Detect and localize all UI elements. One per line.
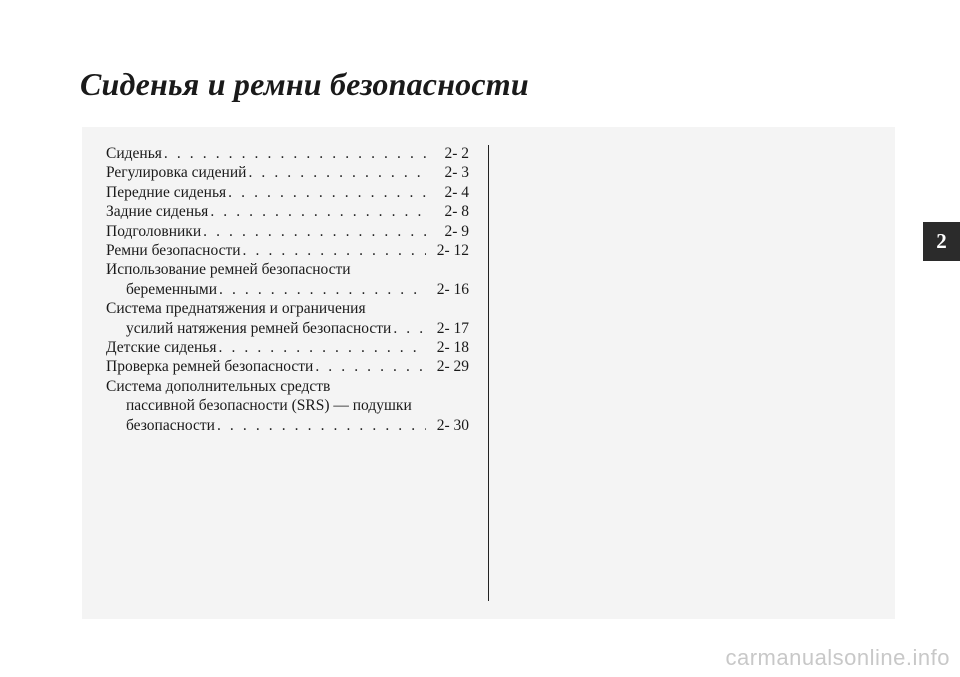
- toc-entry[interactable]: [106, 183, 469, 202]
- toc-entry[interactable]: [106, 416, 469, 435]
- toc-entry[interactable]: [106, 280, 469, 299]
- toc-entry-page: 2- 2: [444, 145, 469, 162]
- toc-entry-continuation: безопасности: [126, 416, 215, 434]
- dot-leader: [315, 357, 426, 376]
- toc-entry-label: Подголовники: [106, 222, 202, 240]
- table-of-contents: [106, 144, 469, 435]
- dot-leader: [243, 241, 426, 260]
- dot-leader: [210, 202, 426, 221]
- dot-leader: [217, 416, 426, 435]
- toc-entry-label: Система преднатяжения и ограничения: [106, 300, 366, 318]
- toc-entry[interactable]: [106, 222, 469, 241]
- toc-entry-heading[interactable]: [106, 377, 469, 396]
- toc-entry-page: 2- 30: [436, 416, 469, 434]
- toc-entry-label: Регулировка сидений: [106, 164, 247, 182]
- toc-entry[interactable]: [106, 202, 469, 221]
- toc-entry[interactable]: [106, 163, 469, 182]
- toc-entry-page: 2- 4: [444, 183, 469, 201]
- toc-entry-label: Задние сиденья: [106, 203, 209, 221]
- watermark: carmanualsonline.info: [725, 645, 950, 670]
- toc-entry-page: 2- 16: [436, 280, 469, 298]
- page-title: Сиденья и ремни безопасности: [80, 66, 529, 102]
- toc-entry[interactable]: [106, 338, 469, 357]
- toc-entry-continuation-line[interactable]: [106, 396, 469, 415]
- toc-entry-label: Сиденья: [106, 145, 162, 162]
- column-divider: [488, 145, 489, 601]
- toc-entry-page: 2- 29: [436, 358, 469, 376]
- toc-entry-heading[interactable]: [106, 260, 469, 279]
- toc-entry-label: Ремни безопасности: [106, 242, 241, 260]
- dot-leader: [393, 319, 426, 338]
- toc-entry[interactable]: [106, 319, 469, 338]
- toc-entry-label: Система дополнительных средств: [106, 377, 331, 395]
- toc-entry-page: 2- 17: [436, 319, 469, 337]
- toc-entry[interactable]: [106, 357, 469, 376]
- toc-entry-label: Проверка ремней безопасности: [106, 358, 314, 376]
- toc-entry-heading[interactable]: [106, 299, 469, 318]
- dot-leader: [228, 183, 426, 202]
- toc-entry-label: Передние сиденья: [106, 183, 227, 201]
- toc-entry[interactable]: [106, 241, 469, 260]
- toc-entry-continuation: пассивной безопасности (SRS) — подушки: [126, 397, 412, 415]
- toc-entry-page: 2- 9: [444, 222, 469, 240]
- dot-leader: [219, 338, 427, 357]
- toc-entry-label: Использование ремней безопасности: [106, 261, 351, 279]
- toc-entry-page: 2- 3: [444, 164, 469, 182]
- toc-entry-page: 2- 12: [436, 242, 469, 260]
- toc-entry[interactable]: [106, 144, 469, 163]
- dot-leader: [164, 144, 426, 163]
- chapter-tab[interactable]: 2: [923, 222, 960, 261]
- toc-entry-continuation: беременными: [126, 280, 217, 298]
- toc-entry-page: 2- 18: [436, 339, 469, 357]
- dot-leader: [203, 222, 426, 241]
- toc-entry-label: Детские сиденья: [106, 339, 217, 357]
- dot-leader: [219, 280, 426, 299]
- dot-leader: [248, 163, 426, 182]
- toc-entry-page: 2- 8: [444, 203, 469, 221]
- toc-entry-continuation: усилий натяжения ремней безопасности: [126, 319, 392, 337]
